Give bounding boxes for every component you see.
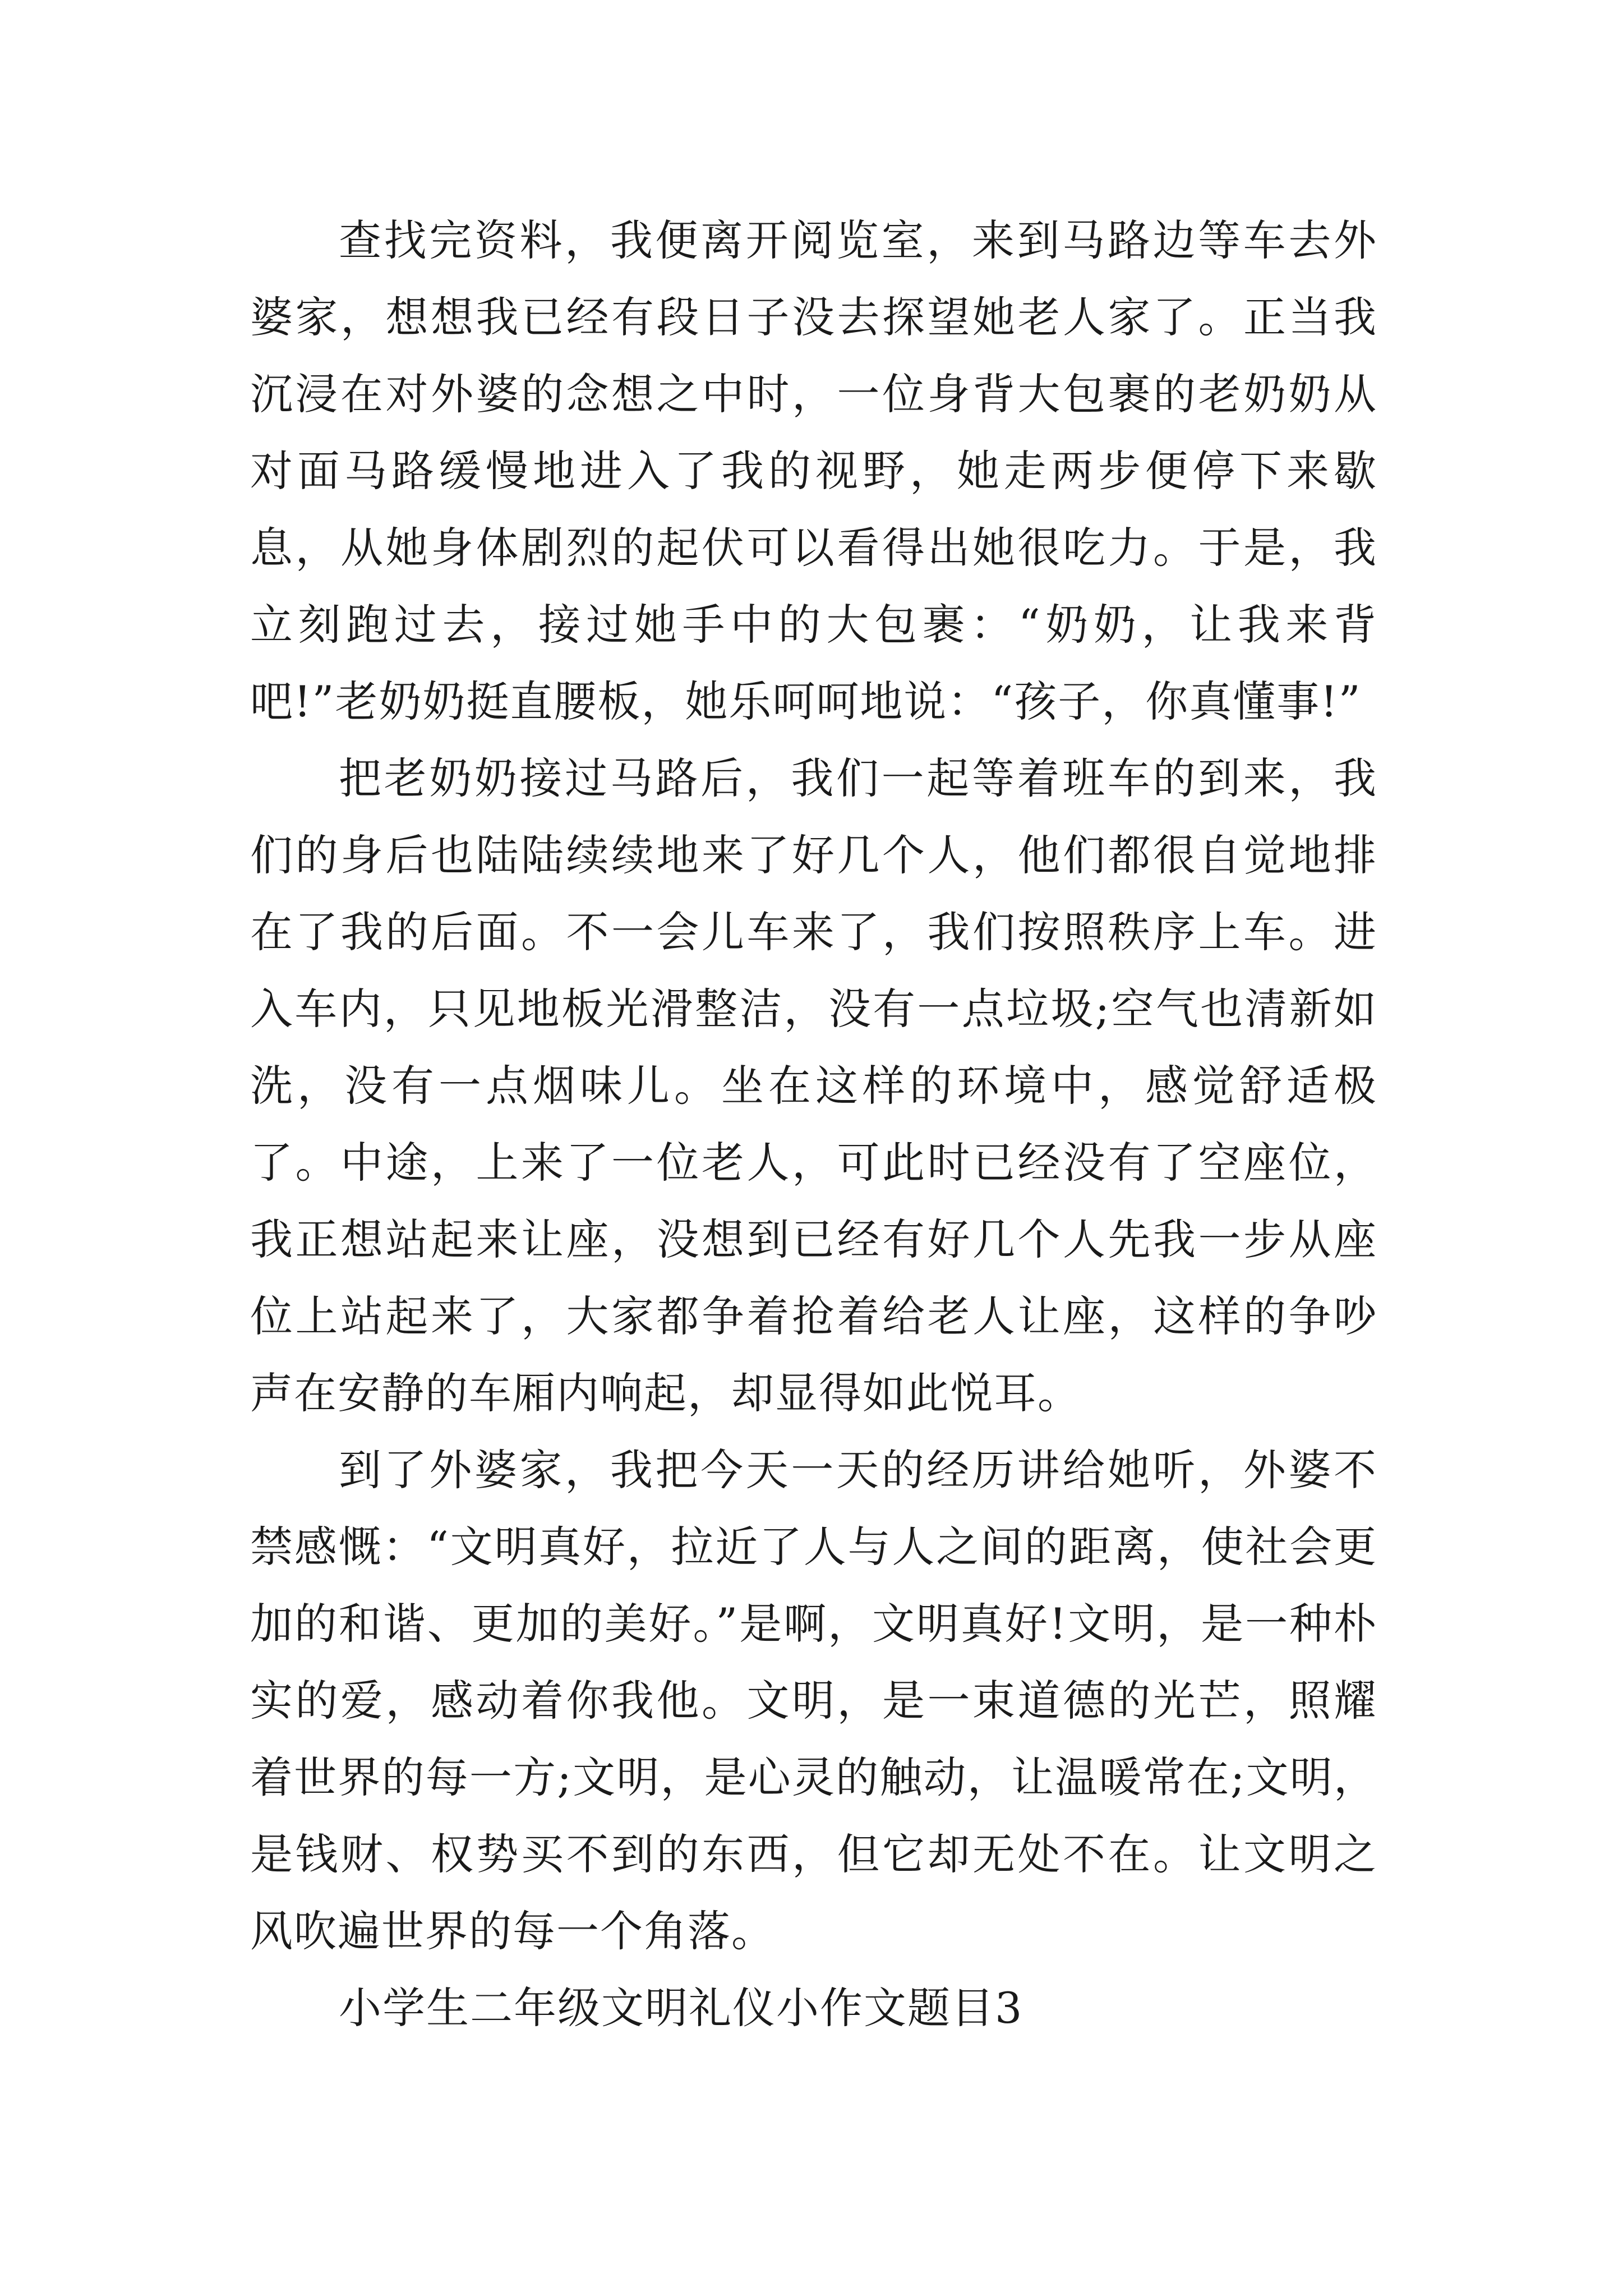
essay-body [250,202,1377,2046]
paragraph-2: 把老奶奶接过马路后，我们一起等着班车的到来，我们的身后也陆陆续续地来了好几个人，他们都很自觉地排在了我的后面。不一会儿车来了，我们按照秩序上车。进入车内，只见地板光滑整洁，没有一点垃圾;空气也清新如洗，没有一点烟味儿。坐在这样的环境中，感觉舒适极了。中途，上来了一位老人，可此时已经没有了空座位，我正想站起来让座，没想到已经有好几个人先我一步从座位上站起来了，大家都争着抢着给老人让座，这样的争吵声在安静的车厢内响起，却显得如此悦耳。 [250,753,1377,1418]
paragraph-3: 到了外婆家，我把今天一天的经历讲给她听，外婆不禁感慨：“文明真好，拉近了人与人之间的距离，使社会更加的和谐、更加的美好。”是啊，文明真好!文明，是一种朴实的爱，感动着你我他。文明，是一束道德的光芒，照耀着世界的每一方;文明，是心灵的触动，让温暖常在;文明，是钱财、权势买不到的东西，但它却无处不在。让文明之风吹遍世界的每一个角落。 [250,1445,1377,1956]
essay-title: 小学生二年级文明礼仪小作文题目3 [339,1983,1023,2033]
paragraph-1: 查找完资料，我便离开阅览室，来到马路边等车去外婆家，想想我已经有段日子没去探望她老人家了。正当我沉浸在对外婆的念想之中时，一位身背大包裹的老奶奶从对面马路缓慢地进入了我的视野，她走两步便停下来歇息，从她身体剧烈的起伏可以看得出她很吃力。于是，我立刻跑过去，接过她手中的大包裹：“奶奶，让我来背吧!”老奶奶挺直腰板，她乐呵呵地说：“孩子，你真懂事!” [250,215,1377,726]
